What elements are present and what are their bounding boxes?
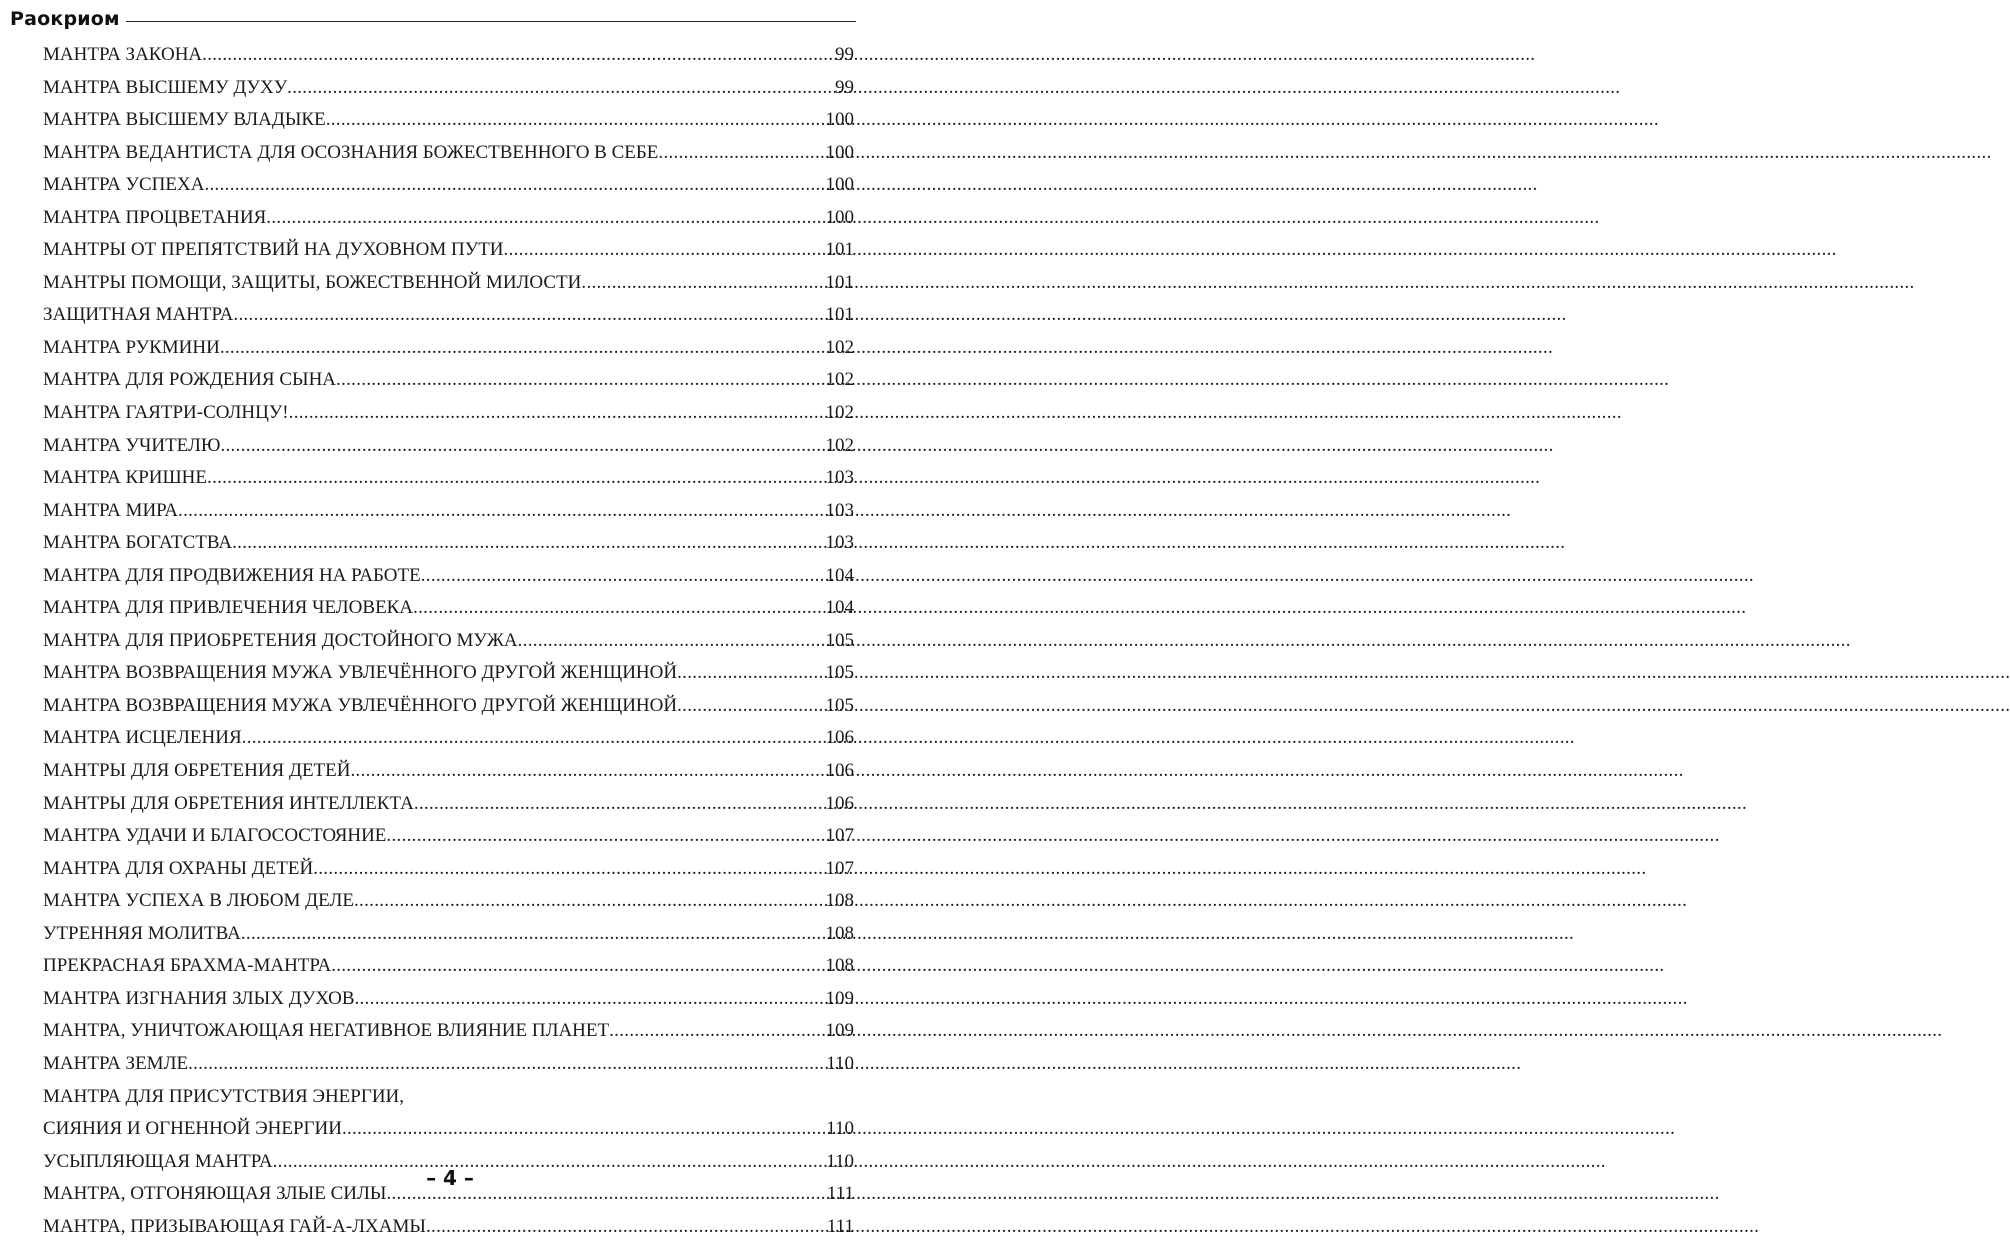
toc-dot-leader	[354, 885, 826, 918]
toc-entry-page: 106	[825, 727, 854, 749]
toc-entry-title: МАНТРА ДЛЯ ПРОДВИЖЕНИЯ НА РАБОТЕ	[43, 564, 421, 586]
toc-dot-leader	[242, 722, 826, 755]
toc-entry-title: МАНТРА ВОЗВРАЩЕНИЯ МУЖА УВЛЕЧЁННОГО ДРУГОЙ ЖЕНЩИНОЙ	[43, 694, 678, 716]
toc-entry-page: 107	[825, 857, 854, 879]
toc-entry	[43, 1048, 854, 1081]
toc-entry-title: ЗАЩИТНАЯ МАНТРА	[43, 304, 234, 326]
toc-entry	[43, 983, 854, 1016]
toc-dot-leader	[207, 462, 825, 495]
page-number: – 4 –	[426, 1166, 474, 1190]
toc-entry-title: МАНТРА ДЛЯ ОХРАНЫ ДЕТЕЙ	[43, 857, 314, 879]
toc-entry-title: МАНТРА УСПЕХА В ЛЮБОМ ДЕЛЕ	[43, 890, 354, 912]
toc-dot-leader	[677, 657, 825, 690]
toc-entry	[43, 39, 854, 72]
toc-entry-title: МАНТРА ДЛЯ ПРИСУТСТВИЯ ЭНЕРГИИ,	[43, 1085, 405, 1107]
toc-entry-title: МАНТРЫ ДЛЯ ОБРЕТЕНИЯ ИНТЕЛЛЕКТА	[43, 792, 414, 814]
toc-dot-leader	[386, 820, 825, 853]
toc-entry	[43, 950, 854, 983]
toc-entry-title: МАНТРА ДЛЯ ПРИВЛЕЧЕНИЯ ЧЕЛОВЕКА	[43, 597, 414, 619]
toc-entry	[43, 267, 854, 300]
toc-entry	[43, 397, 854, 430]
toc-entry-page: 102	[825, 336, 854, 358]
toc-dot-leader	[220, 332, 826, 365]
toc-entry-page: 99	[835, 76, 854, 98]
toc-dot-leader	[287, 72, 835, 105]
toc-entry-title: МАНТРА УСПЕХА	[43, 174, 205, 196]
toc-dot-leader	[331, 950, 825, 983]
toc-entry	[43, 169, 854, 202]
toc-dot-leader	[581, 267, 825, 300]
toc-entry-page: 110	[826, 1052, 854, 1074]
toc-entry-title: МАНТРА ВЫСШЕМУ ВЛАДЫКЕ	[43, 109, 326, 131]
toc-entry-title: МАНТРА ПРОЦВЕТАНИЯ	[43, 206, 267, 228]
toc-dot-leader	[178, 495, 825, 528]
toc-entry-title: МАНТРА, УНИЧТОЖАЮЩАЯ НЕГАТИВНОЕ ВЛИЯНИЕ ПЛАНЕТ	[43, 1020, 610, 1042]
toc-entry-title: МАНТРА ЗАКОНА	[43, 44, 203, 65]
toc-entry	[43, 234, 854, 267]
toc-entry-page: 111	[826, 1215, 854, 1237]
toc-entry-title: МАНТРА РУКМИНИ	[43, 336, 220, 358]
toc-entry-page: 104	[825, 564, 854, 586]
toc-entry	[43, 560, 854, 593]
toc-dot-leader	[413, 592, 825, 625]
toc-dot-leader	[326, 104, 826, 137]
toc-dot-leader	[188, 1048, 826, 1081]
toc-entry-page: 111	[826, 1183, 854, 1205]
toc-entry-page: 109	[825, 1020, 854, 1042]
toc-entry-title: МАНТРЫ ДЛЯ ОБРЕТЕНИЯ ДЕТЕЙ	[43, 760, 351, 782]
toc-entry-page: 107	[825, 825, 854, 847]
toc-entry-title: МАНТРА, ПРИЗЫВАЮЩАЯ ГАЙ-А-ЛХАМЫ	[43, 1215, 426, 1237]
toc-entry-title: МАНТРА ВОЗВРАЩЕНИЯ МУЖА УВЛЕЧЁННОГО ДРУГОЙ ЖЕНЩИНОЙ	[43, 662, 678, 684]
toc-entry-page: 101	[825, 271, 854, 293]
toc-entry-page: 102	[825, 402, 854, 424]
toc-entry	[43, 853, 854, 886]
toc-dot-leader	[609, 1015, 825, 1048]
toc-entry	[43, 918, 854, 951]
toc-entry-page: 100	[825, 109, 854, 131]
toc-entry-page: 102	[825, 369, 854, 391]
toc-dot-leader	[518, 625, 826, 658]
toc-entry-title: МАНТРЫ ПОМОЩИ, ЗАЩИТЫ, БОЖЕСТВЕННОЙ МИЛОСТИ	[43, 271, 582, 293]
toc-entry	[43, 202, 854, 235]
toc-dot-leader	[355, 983, 826, 1016]
toc-entry-title: МАНТРА КРИШНЕ	[43, 467, 208, 489]
toc-entry	[43, 788, 854, 821]
toc-entry-page: 106	[825, 760, 854, 782]
toc-entry-title: МАНТРА ЗЕМЛЕ	[43, 1052, 189, 1074]
toc-dot-leader	[233, 299, 825, 332]
toc-entry-title: ПРЕКРАСНАЯ БРАХМА-МАНТРА	[43, 955, 332, 977]
toc-entry	[43, 1113, 854, 1146]
toc-entry-title: МАНТРА БОГАТСТВА	[43, 532, 233, 554]
toc-dot-leader	[677, 690, 825, 723]
toc-entry-page: 108	[825, 922, 854, 944]
toc-entry-page: 105	[825, 662, 854, 684]
toc-dot-leader	[313, 853, 825, 886]
toc-entry	[43, 495, 854, 528]
toc-dot-leader	[232, 527, 825, 560]
toc-entry-title: МАНТРА ВЕДАНТИСТА ДЛЯ ОСОЗНАНИЯ БОЖЕСТВЕННОГО В СЕБЕ	[43, 141, 659, 163]
toc-entry	[43, 625, 854, 658]
toc-entry	[43, 364, 854, 397]
toc-entry-page: 100	[825, 141, 854, 163]
toc-dot-leader	[202, 39, 835, 72]
toc-entry-page: 108	[825, 890, 854, 912]
header-rule	[126, 21, 856, 22]
toc-entry	[43, 1211, 854, 1243]
toc-entry	[43, 657, 854, 690]
toc-entry-page: 105	[825, 694, 854, 716]
toc-entry-title: МАНТРА ИСЦЕЛЕНИЯ	[43, 727, 242, 749]
toc-dot-leader	[504, 234, 826, 267]
toc-entry-title: МАНТРА УДАЧИ И БЛАГОСОСТОЯНИЕ	[43, 825, 387, 847]
toc-entry	[43, 592, 854, 625]
toc-entry	[43, 1081, 854, 1114]
toc-entry-title: МАНТРА МИРА	[43, 499, 179, 521]
toc-dot-leader	[220, 430, 825, 463]
toc-entry	[43, 299, 854, 332]
toc-dot-leader	[336, 364, 825, 397]
toc-entry-page: 99	[835, 44, 854, 65]
toc-entry	[43, 885, 854, 918]
toc-entry-page: 100	[825, 174, 854, 196]
table-of-contents	[43, 39, 854, 1243]
toc-entry	[43, 755, 854, 788]
toc-entry-page: 101	[825, 239, 854, 261]
toc-entry-title: УТРЕННЯЯ МОЛИТВА	[43, 922, 241, 944]
toc-entry-title: МАНТРА ИЗГНАНИЯ ЗЛЫХ ДУХОВ	[43, 987, 355, 1009]
toc-entry-page: 100	[825, 206, 854, 228]
toc-entry	[43, 820, 854, 853]
toc-entry-page: 104	[825, 597, 854, 619]
toc-entry	[43, 104, 854, 137]
toc-dot-leader	[350, 755, 825, 788]
toc-entry-title: МАНТРА УЧИТЕЛЮ	[43, 434, 221, 456]
toc-entry-page: 103	[825, 467, 854, 489]
toc-entry-page: 108	[825, 955, 854, 977]
toc-entry-page: 106	[825, 792, 854, 814]
toc-entry	[43, 527, 854, 560]
toc-entry	[43, 1015, 854, 1048]
toc-entry-page: 109	[825, 987, 854, 1009]
header-title: Раокриом	[10, 8, 120, 30]
toc-entry-page: 105	[825, 629, 854, 651]
toc-entry-page: 102	[825, 434, 854, 456]
toc-entry-title: МАНТРА ДЛЯ РОЖДЕНИЯ СЫНА	[43, 369, 337, 391]
toc-entry	[43, 430, 854, 463]
toc-dot-leader	[266, 202, 825, 235]
toc-entry	[43, 462, 854, 495]
toc-dot-leader	[426, 1211, 827, 1243]
toc-entry	[43, 72, 854, 105]
toc-dot-leader	[289, 397, 826, 430]
toc-entry-title: МАНТРА ДЛЯ ПРИОБРЕТЕНИЯ ДОСТОЙНОГО МУЖА	[43, 629, 518, 651]
toc-entry-page: 110	[826, 1118, 854, 1140]
toc-dot-leader	[241, 918, 826, 951]
toc-entry-page: 103	[825, 532, 854, 554]
toc-entry-title: МАНТРА, ОТГОНЯЮЩАЯ ЗЛЫЕ СИЛЫ	[43, 1183, 387, 1205]
toc-dot-leader	[342, 1113, 826, 1146]
toc-entry	[43, 690, 854, 723]
toc-dot-leader	[421, 560, 826, 593]
toc-entry-title: СИЯНИЯ И ОГНЕННОЙ ЭНЕРГИИ	[43, 1118, 342, 1140]
toc-entry-page: 110	[826, 1150, 854, 1172]
toc-entry-title: УСЫПЛЯЮЩАЯ МАНТРА	[43, 1150, 273, 1172]
toc-entry	[43, 332, 854, 365]
toc-dot-leader	[658, 137, 825, 170]
toc-entry-title: МАНТРА ВЫСШЕМУ ДУХУ	[43, 76, 288, 98]
toc-entry	[43, 137, 854, 170]
toc-entry-page: 101	[825, 304, 854, 326]
toc-entry-title: МАНТРА ГАЯТРИ-СОЛНЦУ!	[43, 402, 289, 424]
running-header	[10, 4, 856, 34]
toc-entry-page: 103	[825, 499, 854, 521]
toc-entry-title: МАНТРЫ ОТ ПРЕПЯТСТВИЙ НА ДУХОВНОМ ПУТИ	[43, 239, 504, 261]
toc-dot-leader	[204, 169, 825, 202]
toc-dot-leader	[414, 788, 826, 821]
toc-entry	[43, 722, 854, 755]
